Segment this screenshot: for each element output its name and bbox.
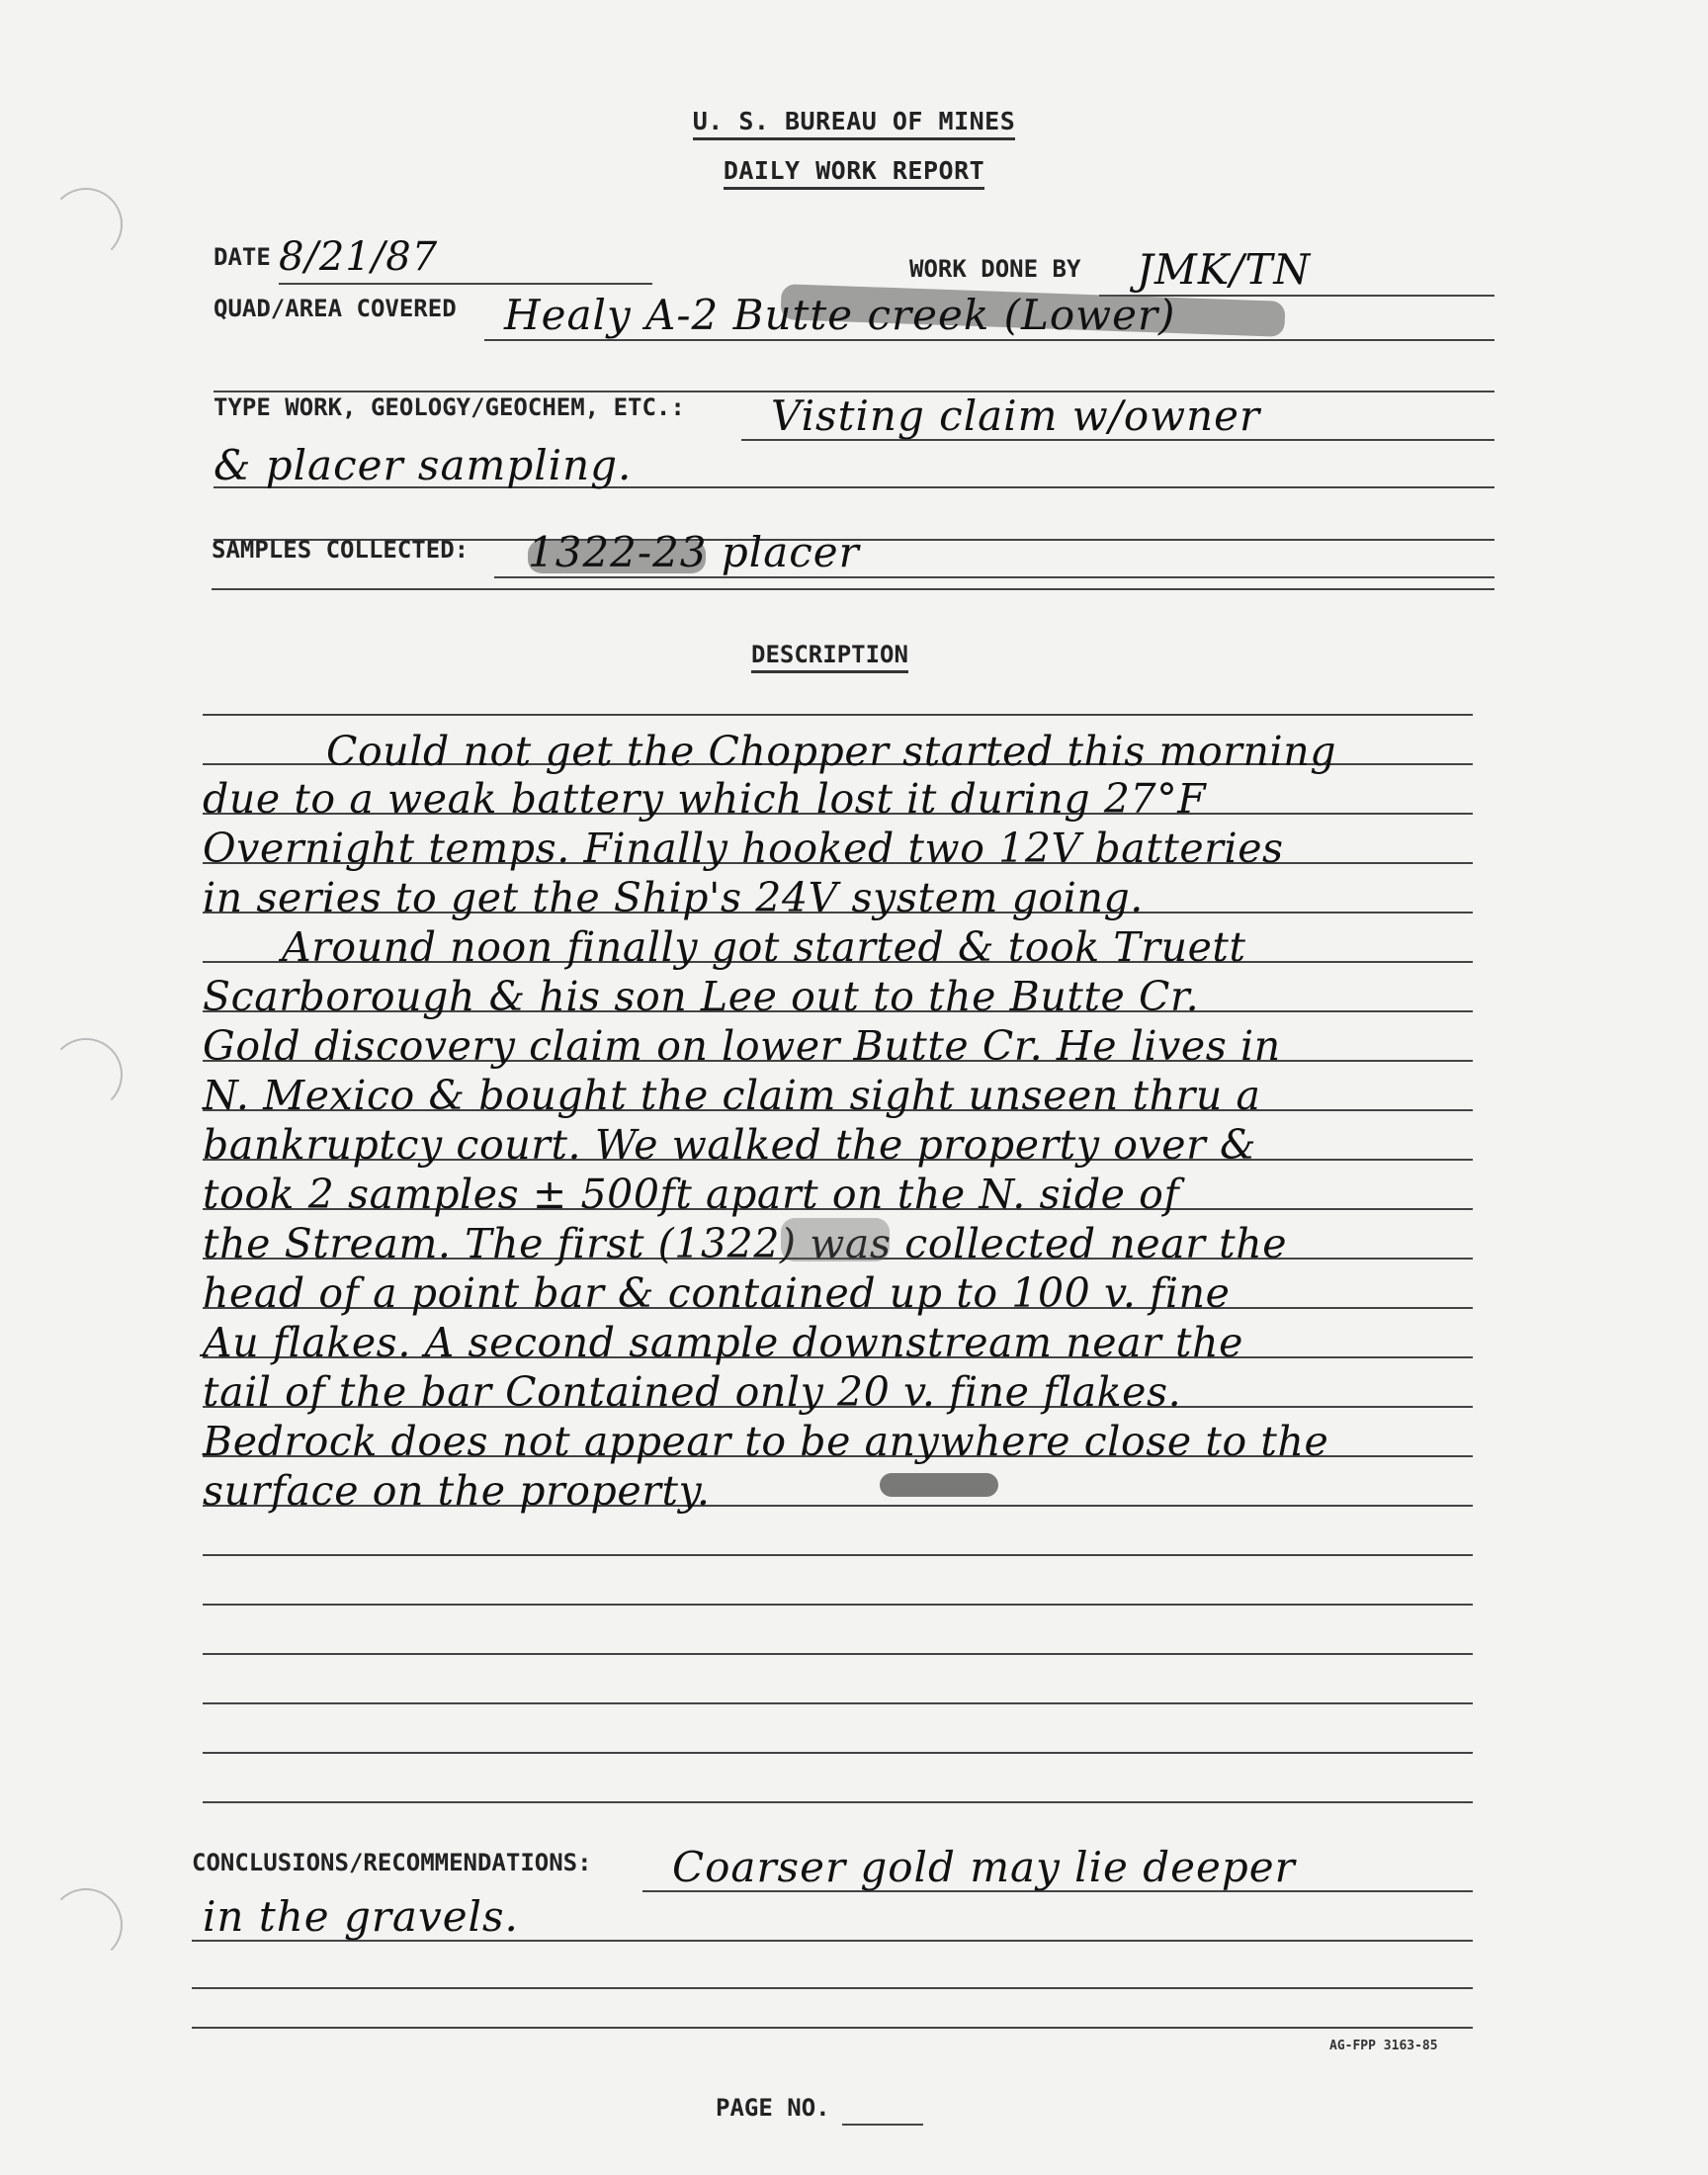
description-line: Gold discovery claim on lower Butte Cr. He lives in bbox=[203, 1022, 1281, 1070]
punch-hole-middle bbox=[49, 1038, 123, 1111]
description-rule bbox=[203, 714, 1473, 716]
samples-collected-label: SAMPLES COLLECTED: bbox=[212, 536, 470, 564]
punch-hole-bottom bbox=[49, 1888, 123, 1961]
description-rule bbox=[203, 1653, 1473, 1655]
samples-extra-rule bbox=[212, 588, 1494, 590]
agency-title: U. S. BUREAU OF MINES bbox=[0, 107, 1708, 135]
description-line: Could not get the Chopper started this morning bbox=[326, 728, 1337, 775]
description-line: Around noon finally got started & took Truett bbox=[282, 923, 1246, 971]
description-line: Overnight temps. Finally hooked two 12V batteries bbox=[203, 825, 1284, 872]
description-line: Au flakes. A second sample downstream near the bbox=[203, 1319, 1243, 1366]
conclusions-rule-3 bbox=[192, 1987, 1473, 1989]
samples-collected-rule bbox=[494, 576, 1494, 578]
type-work-value-line2: & placer sampling. bbox=[214, 441, 633, 489]
description-rule bbox=[203, 1801, 1473, 1803]
description-line: the Stream. The first (1322) was collected near the bbox=[203, 1220, 1288, 1267]
description-rule bbox=[203, 1554, 1473, 1556]
description-line: Scarborough & his son Lee out to the Butte Cr. bbox=[203, 973, 1200, 1020]
conclusions-value-line1: Coarser gold may lie deeper bbox=[672, 1843, 1296, 1891]
date-label: DATE bbox=[214, 243, 271, 271]
type-work-value-line1: Visting claim w/owner bbox=[771, 392, 1261, 440]
description-line: Bedrock does not appear to be anywhere close to the bbox=[203, 1418, 1329, 1465]
work-done-by-value: JMK/TN bbox=[1137, 245, 1312, 294]
description-rule bbox=[203, 1702, 1473, 1704]
type-work-label: TYPE WORK, GEOLOGY/GEOCHEM, ETC.: bbox=[214, 393, 685, 421]
conclusions-rule-4 bbox=[192, 2027, 1473, 2029]
description-rule bbox=[203, 1604, 1473, 1606]
conclusions-label: CONCLUSIONS/RECOMMENDATIONS: bbox=[192, 1849, 592, 1876]
description-line: took 2 samples ± 500ft apart on the N. side of bbox=[203, 1171, 1180, 1218]
quad-area-label: QUAD/AREA COVERED bbox=[214, 295, 457, 322]
scribble-mark bbox=[880, 1473, 998, 1497]
description-line: tail of the bar Contained only 20 v. fine flakes. bbox=[203, 1368, 1182, 1416]
quad-area-rule bbox=[484, 339, 1494, 341]
date-rule bbox=[279, 283, 652, 285]
description-line: bankruptcy court. We walked the property over & bbox=[203, 1121, 1257, 1169]
description-line: head of a point bar & contained up to 100 v. fine bbox=[203, 1269, 1231, 1317]
description-line: surface on the property. bbox=[203, 1467, 711, 1515]
report-title: DAILY WORK REPORT bbox=[0, 156, 1708, 185]
page-number-rule bbox=[842, 2124, 923, 2126]
description-line: N. Mexico & bought the claim sight unseen thru a bbox=[203, 1072, 1261, 1119]
conclusions-value-line2: in the gravels. bbox=[203, 1892, 519, 1941]
quad-area-value: Healy A-2 Butte creek (Lower) bbox=[504, 291, 1176, 339]
date-value: 8/21/87 bbox=[279, 234, 439, 280]
page-number-label: PAGE NO. bbox=[716, 2094, 830, 2122]
work-done-by-label: WORK DONE BY bbox=[909, 255, 1081, 283]
samples-collected-value: 1322-23 placer bbox=[528, 528, 860, 576]
description-rule bbox=[203, 1752, 1473, 1754]
punch-hole-top bbox=[49, 188, 123, 261]
form-code: AG-FPP 3163-85 bbox=[1329, 2039, 1438, 2053]
description-heading: DESCRIPTION bbox=[751, 641, 908, 668]
highlight-1322 bbox=[781, 1218, 890, 1262]
description-line: due to a weak battery which lost it during 27°F bbox=[203, 775, 1207, 823]
description-line: in series to get the Ship's 24V system going. bbox=[203, 874, 1144, 921]
